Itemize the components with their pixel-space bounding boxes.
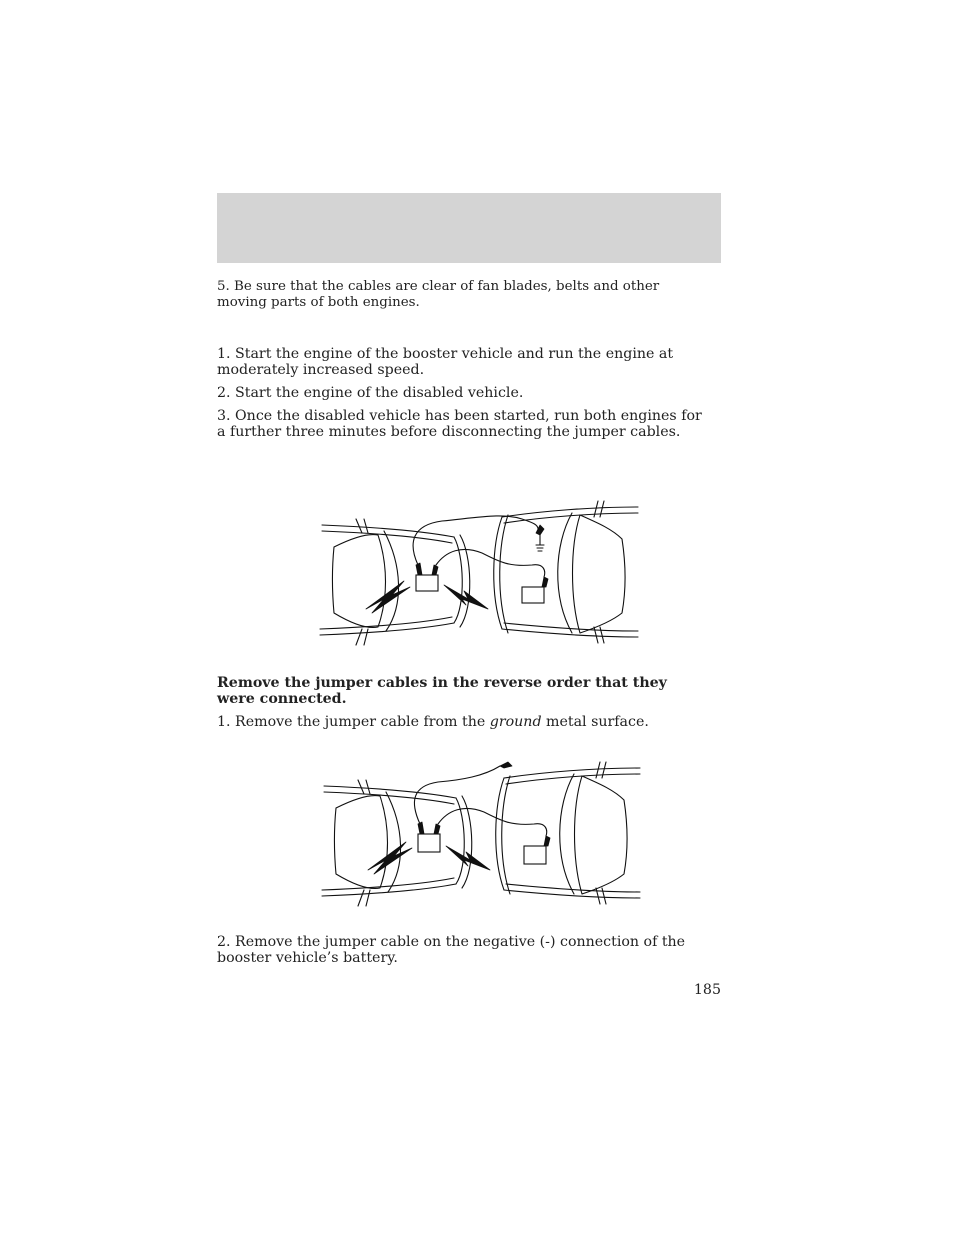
clamp-icon (416, 563, 422, 575)
spark-icon (368, 842, 412, 874)
jumper-cable (438, 808, 547, 836)
jumper-cable (413, 516, 538, 565)
section-header-band (217, 193, 721, 263)
disabled-vehicle-outline (496, 762, 640, 904)
remove-step-1 (217, 714, 707, 730)
jumper-cable (414, 766, 500, 824)
booster-battery (416, 575, 438, 591)
clamp-icon (544, 836, 550, 846)
clamp-icon (432, 565, 438, 575)
step-5-text: 5. Be sure that the cables are clear of fan blades, belts and other moving parts of both engines. (217, 279, 660, 310)
ground-clamp-icon (500, 762, 512, 768)
page-number: 185 (693, 982, 721, 998)
remove-step-1-before: 1. Remove the jumper cable from the (217, 714, 490, 730)
clamp-icon (434, 824, 440, 834)
disabled-vehicle-outline (494, 501, 638, 643)
booster-vehicle-outline (322, 780, 472, 906)
booster-battery (418, 834, 440, 852)
start-step-1: 1. Start the engine of the booster vehicle and run the engine at moderately increased speed. (217, 346, 674, 378)
clamp-icon (542, 577, 548, 587)
start-step-2: 2. Start the engine of the disabled vehicle. (217, 385, 524, 401)
spark-icon (444, 585, 488, 609)
start-step-3: 3. Once the disabled vehicle has been started, run both engines for a further three minutes before disconnecting the jumper cables. (217, 408, 702, 440)
remove-step-1-emphasis: ground (489, 714, 542, 730)
spark-icon (446, 846, 490, 870)
jumper-cables-connected-diagram (312, 495, 648, 665)
clamp-icon (418, 822, 424, 834)
ground-icon (536, 535, 544, 551)
disabled-battery (524, 846, 546, 864)
remove-step-2: 2. Remove the jumper cable on the negative (-) connection of the booster vehicle’s battery. (217, 934, 686, 966)
jumper-cable (436, 549, 545, 577)
spark-icon (366, 581, 410, 613)
ground-cable-removed-diagram (312, 752, 648, 922)
disabled-battery (522, 587, 544, 603)
remove-step-1-after: metal surface. (541, 714, 649, 730)
remove-heading: Remove the jumper cables in the reverse order that they were connected. (217, 675, 667, 707)
booster-vehicle-outline (320, 519, 470, 645)
